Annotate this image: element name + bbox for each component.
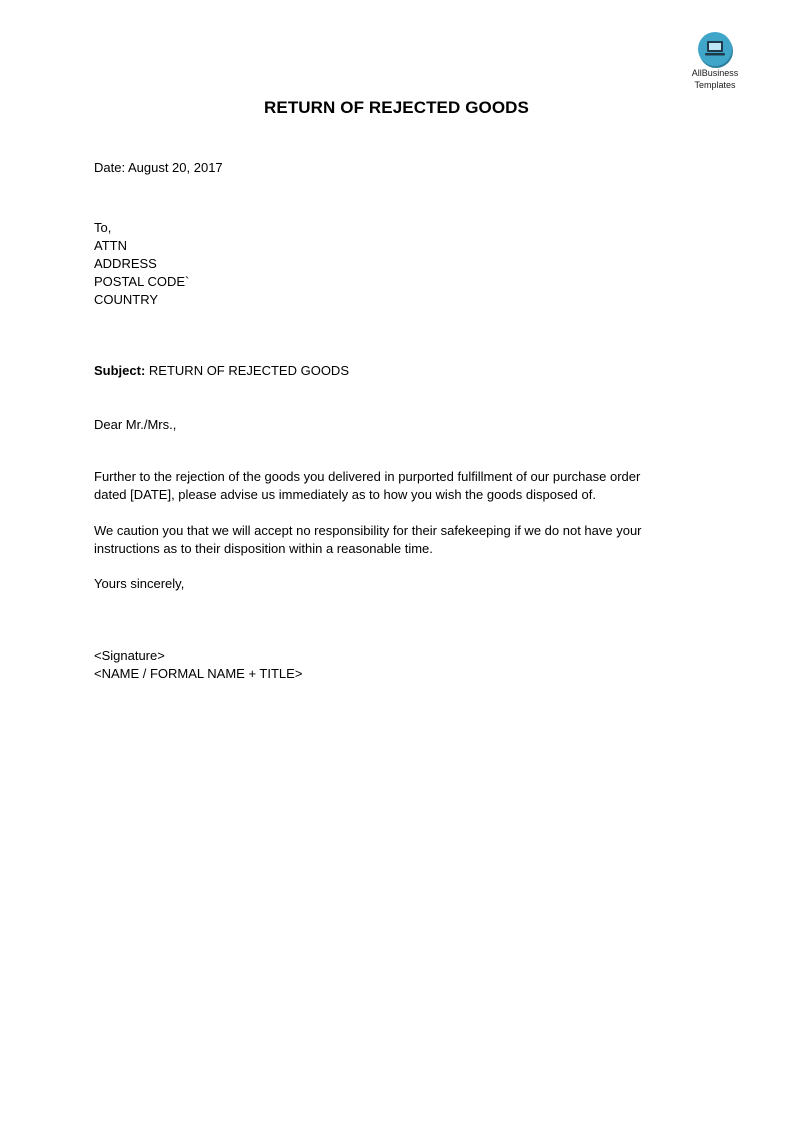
logo-text-line1: AllBusiness [691, 68, 739, 78]
body-paragraph-1-line-2: dated [DATE], please advise us immediately as to how you wish the goods disposed of. [94, 487, 596, 502]
brand-logo [684, 32, 746, 90]
body-paragraph-2-line-2: instructions as to their disposition within a reasonable time. [94, 541, 433, 556]
closing: Yours sincerely, [94, 576, 185, 591]
signature-name-line: <NAME / FORMAL NAME + TITLE> [94, 666, 303, 681]
document-title: RETURN OF REJECTED GOODS [264, 98, 529, 117]
logo-text-line2: Templates [694, 80, 736, 90]
recipient-postal-code: POSTAL CODE` [94, 274, 190, 289]
recipient-country: COUNTRY [94, 292, 159, 307]
body-paragraph-2-line-1: We caution you that we will accept no responsibility for their safekeeping if we do not have your [94, 523, 642, 538]
recipient-address: ADDRESS [94, 256, 157, 271]
recipient-attn: ATTN [94, 238, 127, 253]
recipient-to: To, [94, 220, 112, 235]
salutation: Dear Mr./Mrs., [94, 417, 177, 432]
subject-line [94, 362, 349, 380]
body-paragraph-1-line-1: Further to the rejection of the goods you delivered in purported fulfillment of our purchase order [94, 469, 641, 484]
signature-placeholder: <Signature> [94, 648, 165, 663]
subject-text: RETURN OF REJECTED GOODS [148, 363, 349, 378]
laptop-icon [698, 32, 732, 66]
date-line: Date: August 20, 2017 [94, 160, 223, 175]
subject-label: Subject: [94, 363, 146, 378]
